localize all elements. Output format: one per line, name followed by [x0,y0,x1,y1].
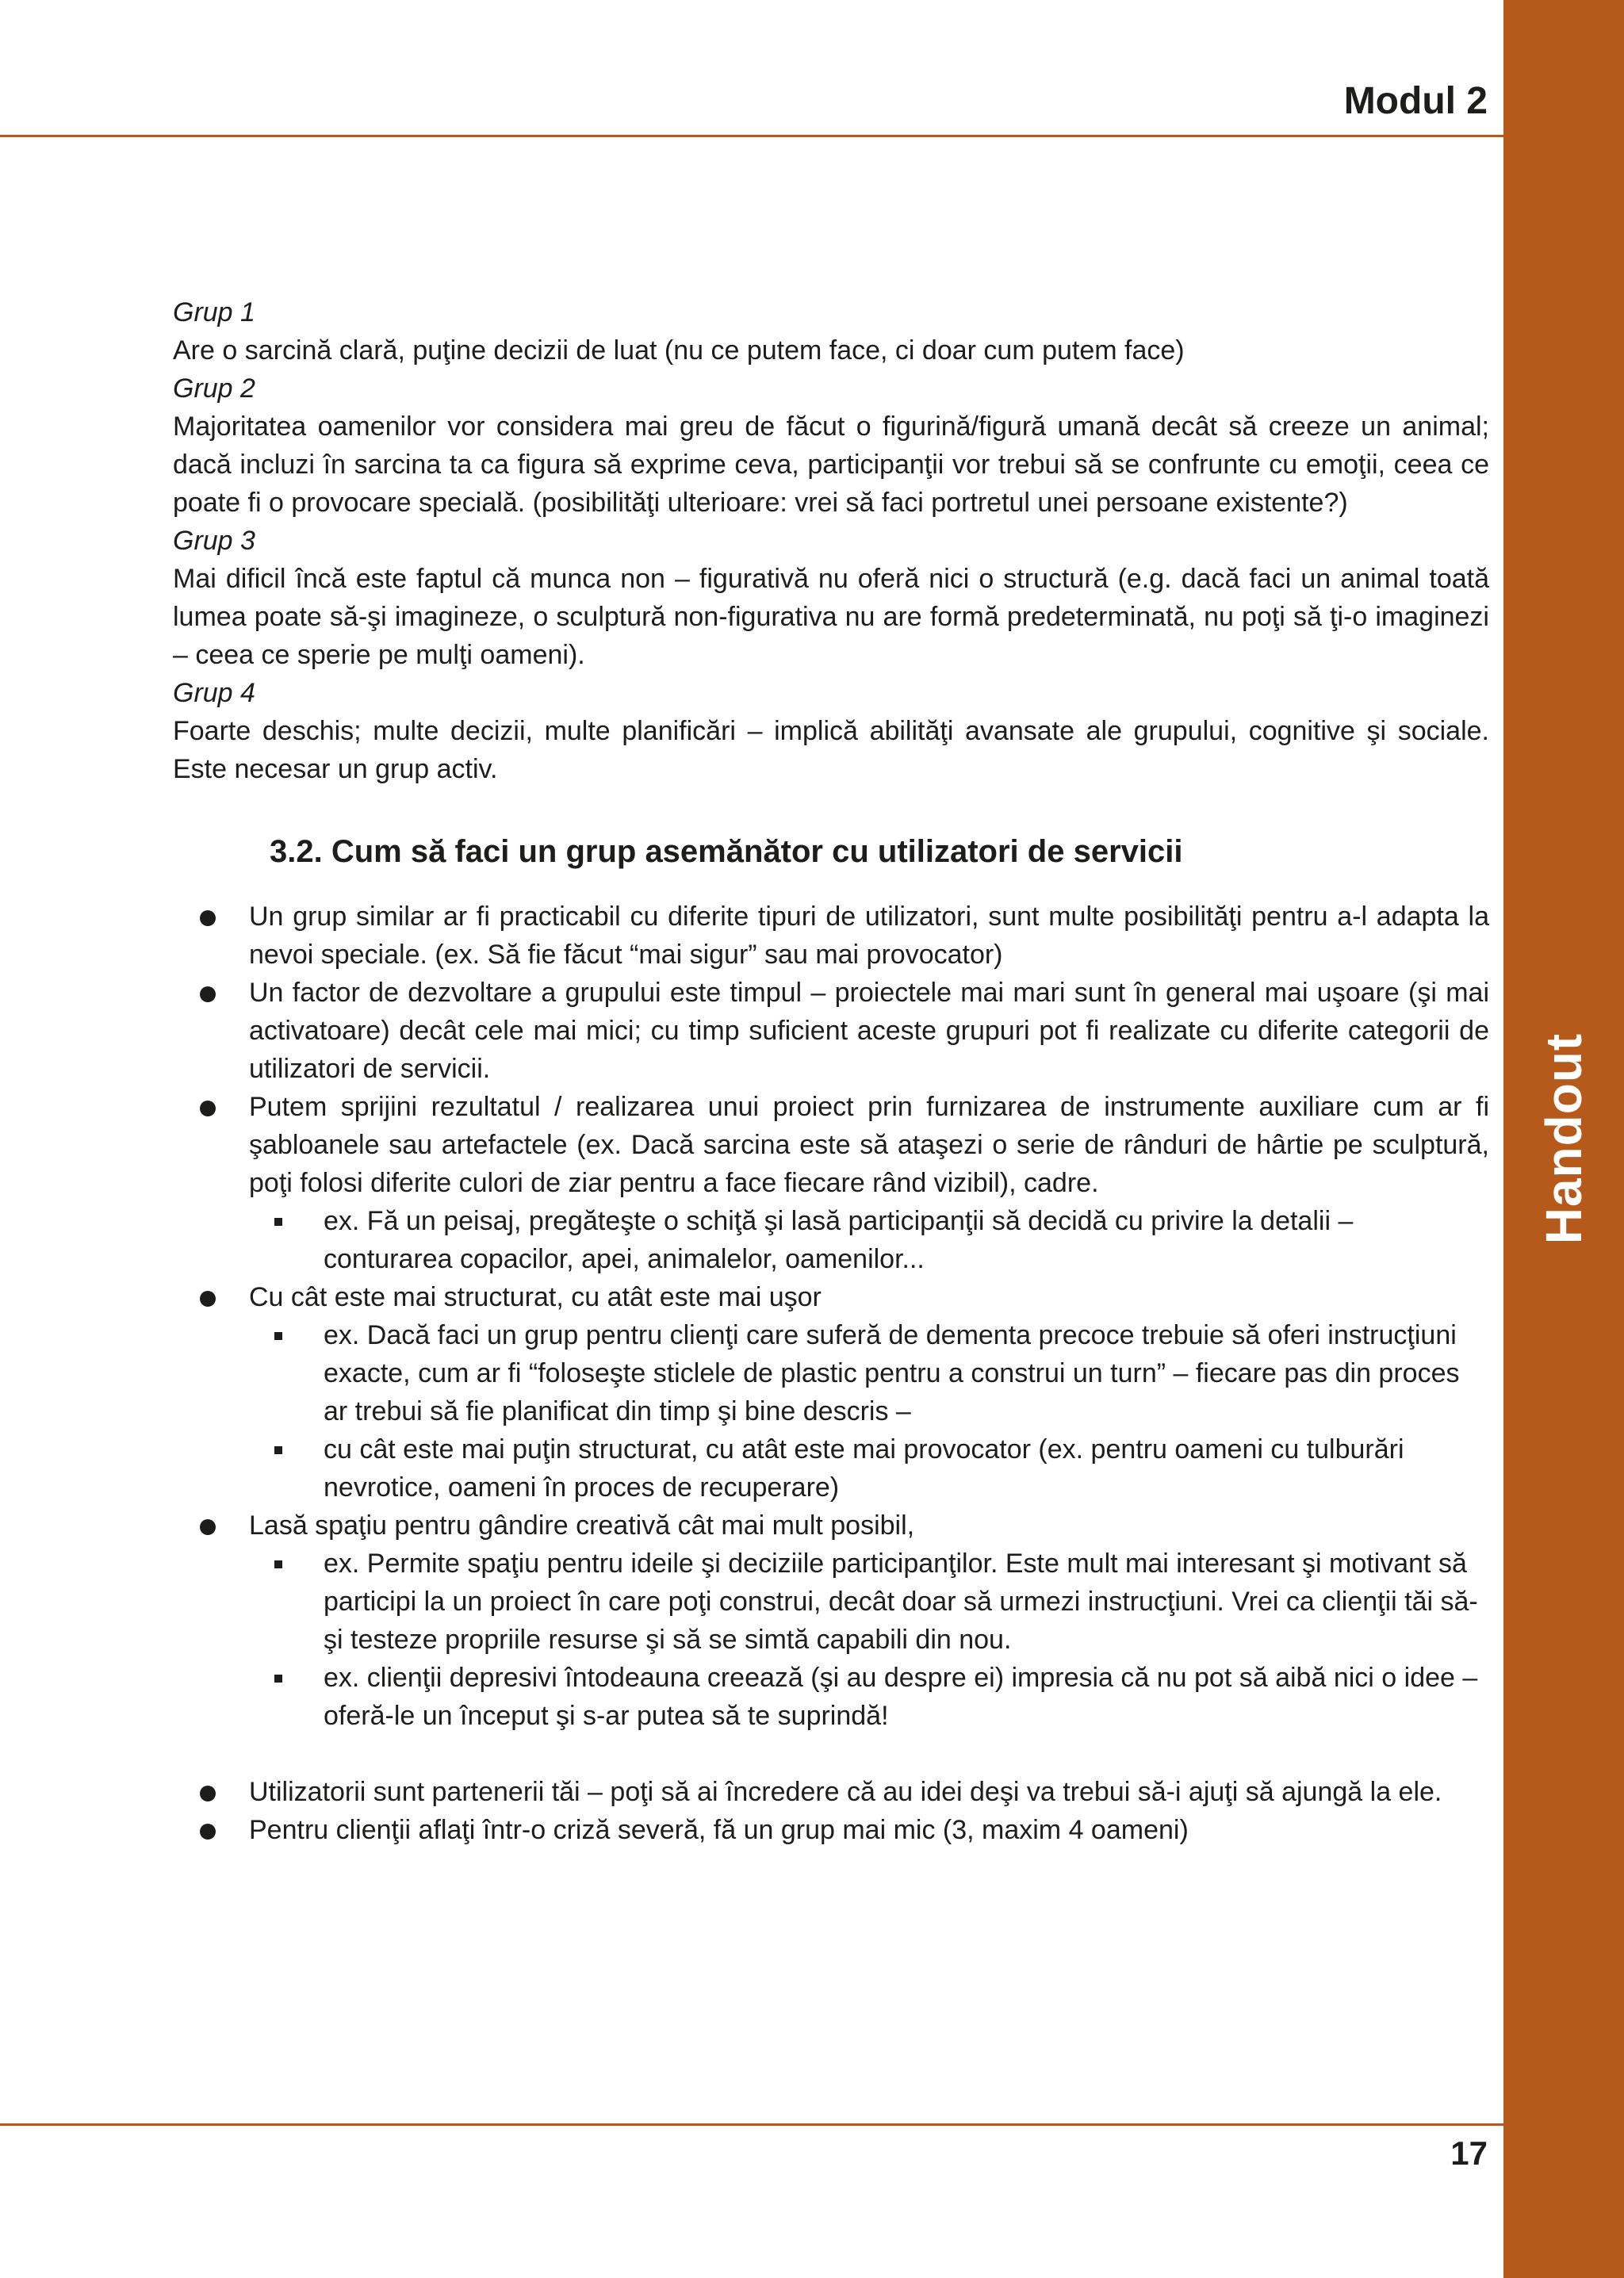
list-item-text: Un grup similar ar fi practicabil cu diferite tipuri de utilizatori, sunt multe posibilităţi pentru a-l adapta la nevoi speciale. (ex. Să fie făcut “mai sigur” sau mai provocator) [249,902,1489,970]
list-item [173,1088,1489,1278]
list-item [173,1773,1489,1811]
list-item-text: Un factor de dezvoltare a grupului este timpul – proiectele mai mari sunt în general mai uşoare (şi mai activatoare) decât cele mai mici; cu timp suficient aceste grupuri pot fi realizate cu diferite categorii de utilizatori de servicii. [249,978,1489,1084]
group-1 [173,293,1489,369]
group-title: Grup 1 [173,297,255,327]
group-2 [173,369,1489,522]
module-title: Modul 2 [1343,80,1488,122]
section-heading: 3.2. Cum să faci un grup asemănător cu utilizatori de servicii [270,834,1183,869]
sub-list [249,1545,1489,1735]
sub-list-item: cu cât este mai puţin structurat, cu atât este mai provocator (ex. pentru oameni cu tulburări nevrotice, oameni în proces de recuperare) [324,1430,1489,1507]
sub-list-item: ex. Dacă faci un grup pentru clienţi care suferă de dementa precoce trebuie să oferi instrucţiuni exacte, cum ar fi “foloseşte sticlele de plastic pentru a construi un turn” – fiecare pas din proces ar trebui să fie planificat din timp şi bine descris – [324,1316,1489,1430]
group-4 [173,674,1489,788]
list-item [173,1507,1489,1735]
handout-label: Handout [1535,1032,1592,1245]
group-title: Grup 3 [173,526,255,556]
footer-rule [0,2123,1503,2126]
list-item [173,974,1489,1088]
group-description: Mai dificil încă este faptul că munca non – figurativă nu oferă nici o structură (e.g. dacă faci un animal toată lumea poate să-şi imagineze, o sculptură non-figurativa nu are formă predeterminată, nu poţi să ţi-o imaginezi – ceea ce sperie pe mulţi oameni). [173,564,1489,670]
group-title: Grup 2 [173,373,255,404]
group-3 [173,522,1489,674]
sub-list [249,1316,1489,1507]
group-description: Foarte deschis; multe decizii, multe planificări – implică abilităţi avansate ale grupului, cognitive şi sociale. Este necesar un grup activ. [173,716,1489,784]
sub-list-item: ex. Permite spaţiu pentru ideile şi deciziile participanţilor. Este mult mai interesant şi motivant să participi la un proiect în care poţi construi, decât doar să urmezi instrucţiuni. Vrei ca clienţii tăi să-şi testeze propriile resurse şi să se simtă capabili din nou. [324,1545,1489,1659]
sub-list [249,1202,1489,1278]
list-item-text: Putem sprijini rezultatul / realizarea unui proiect prin furnizarea de instrumente auxiliare cum ar fi şabloanele sau artefactele (ex. Dacă sarcina este să ataşezi o serie de rânduri de hârtie pe sculptură, poţi folosi diferite culori de ziar pentru a face fiecare rând vizibil), cadre. [249,1092,1489,1198]
bullet-list [173,898,1489,1849]
list-item-text: Lasă spaţiu pentru gândire creativă cât mai mult posibil, [249,1510,915,1541]
list-item-text: Pentru clienţii aflaţi într-o criză severă, fă un grup mai mic (3, maxim 4 oameni) [249,1815,1189,1845]
group-description: Are o sarcină clară, puţine decizii de luat (nu ce putem face, ci doar cum putem face) [173,335,1185,366]
page-number: 17 [1450,2134,1488,2172]
page-content [173,293,1489,1849]
list-item-text: Utilizatorii sunt partenerii tăi – poţi să ai încredere că au idei deşi va trebui să-i ajuţi să ajungă la ele. [249,1777,1442,1807]
sub-list-item: ex. clienţii depresivi întodeauna creează (şi au despre ei) impresia că nu pot să aibă nici o idee – oferă-le un început şi s-ar putea să te suprindă! [324,1659,1489,1735]
header-rule [0,135,1503,137]
list-item [173,1811,1489,1849]
list-item-text: Cu cât este mai structurat, cu atât este mai uşor [249,1282,822,1312]
list-item [173,1278,1489,1507]
list-item [173,898,1489,974]
group-description: Majoritatea oamenilor vor considera mai greu de făcut o figurină/figură umană decât să creeze un animal; dacă incluzi în sarcina ta ca figura să exprime ceva, participanţii vor trebui să se confrunte cu emoţii, ceea ce poate fi o provocare specială. (posibilităţi ulterioare: vrei să faci portretul unei persoane existente?) [173,412,1489,518]
sub-list-item: ex. Fă un peisaj, pregăteşte o schiţă şi lasă participanţii să decidă cu privire la detalii – conturarea copacilor, apei, animalelor, oamenilor... [324,1202,1489,1278]
group-title: Grup 4 [173,678,255,708]
